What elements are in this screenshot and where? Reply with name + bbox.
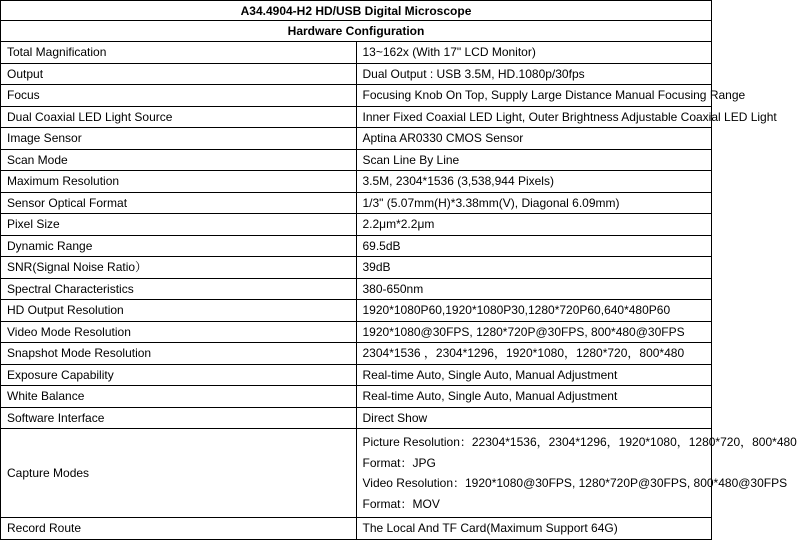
spec-row-scan-mode <box>1 149 712 171</box>
spec-row-white-balance <box>1 386 712 408</box>
spec-row-image-sensor <box>1 128 712 150</box>
spec-value: 3.5M, 2304*1536 (3,538,944 Pixels) <box>356 171 712 193</box>
spec-value: Focusing Knob On Top, Supply Large Distance Manual Focusing Range <box>356 85 712 107</box>
spec-row-snapshot-mode-resolution <box>1 343 712 365</box>
spec-row-focus <box>1 85 712 107</box>
spec-value: 1/3" (5.07mm(H)*3.38mm(V), Diagonal 6.09mm) <box>356 192 712 214</box>
spec-row-maximum-resolution <box>1 171 712 193</box>
spec-row-hd-output-resolution <box>1 300 712 322</box>
spec-value <box>356 429 797 518</box>
spec-label: Total Magnification <box>1 42 357 64</box>
spec-row-exposure-capability <box>1 364 712 386</box>
document-title: A34.4904-H2 HD/USB Digital Microscope <box>1 1 712 21</box>
spec-row-video-mode-resolution <box>1 321 712 343</box>
spec-label: Record Route <box>1 518 357 540</box>
section-header: Hardware Configuration <box>1 21 712 42</box>
spec-value: The Local And TF Card(Maximum Support 64G) <box>356 518 712 540</box>
spec-row-record-route <box>1 518 712 540</box>
spec-label: Image Sensor <box>1 128 357 150</box>
spec-value: 380-650nm <box>356 278 712 300</box>
spec-value: Real-time Auto, Single Auto, Manual Adjustment <box>356 386 712 408</box>
spec-label: Pixel Size <box>1 214 357 236</box>
title-row <box>1 1 712 21</box>
spec-value: 69.5dB <box>356 235 712 257</box>
spec-value: 1920*1080@30FPS, 1280*720P@30FPS, 800*480@30FPS <box>356 321 712 343</box>
spec-row-capture-modes <box>1 429 712 518</box>
spec-label: Output <box>1 63 357 85</box>
spec-row-dual-coaxial-led-light-source <box>1 106 712 128</box>
spec-label: Video Mode Resolution <box>1 321 357 343</box>
spec-row-dynamic-range <box>1 235 712 257</box>
spec-label: Software Interface <box>1 407 357 429</box>
capture-mode-line: Video Resolution：1920*1080@30FPS, 1280*720P@30FPS, 800*480@30FPS <box>362 476 788 490</box>
spec-value: 13~162x (With 17" LCD Monitor) <box>356 42 712 64</box>
spec-value: 2304*1536 ，2304*1296，1920*1080，1280*720，800*480 <box>356 343 712 365</box>
capture-mode-line: Picture Resolution：22304*1536，2304*1296，1920*1080，1280*720，800*480 <box>362 435 797 449</box>
spec-row-total-magnification <box>1 42 712 64</box>
spec-label: Capture Modes <box>1 429 357 518</box>
spec-row-software-interface <box>1 407 712 429</box>
spec-label: Dynamic Range <box>1 235 357 257</box>
spec-label: SNR(Signal Noise Ratio） <box>1 257 357 279</box>
spec-value: Inner Fixed Coaxial LED Light, Outer Brightness Adjustable Coaxial LED Light <box>356 106 712 128</box>
capture-mode-line: Format：JPG <box>362 455 436 470</box>
spec-label: Exposure Capability <box>1 364 357 386</box>
spec-label: Maximum Resolution <box>1 171 357 193</box>
spec-label: Spectral Characteristics <box>1 278 357 300</box>
spec-label: Sensor Optical Format <box>1 192 357 214</box>
spec-label: Focus <box>1 85 357 107</box>
capture-mode-line: Format：MOV <box>362 496 440 511</box>
spec-label: Scan Mode <box>1 149 357 171</box>
spec-value: Dual Output : USB 3.5M, HD.1080p/30fps <box>356 63 712 85</box>
spec-row-sensor-optical-format <box>1 192 712 214</box>
spec-value: Scan Line By Line <box>356 149 712 171</box>
spec-row-snr-signal-noise-ratio <box>1 257 712 279</box>
spec-row-spectral-characteristics <box>1 278 712 300</box>
spec-value: 2.2μm*2.2μm <box>356 214 712 236</box>
spec-label: Dual Coaxial LED Light Source <box>1 106 357 128</box>
spec-row-pixel-size <box>1 214 712 236</box>
spec-row-output <box>1 63 712 85</box>
spec-label: HD Output Resolution <box>1 300 357 322</box>
spec-value: 1920*1080P60,1920*1080P30,1280*720P60,640*480P60 <box>356 300 712 322</box>
spec-value: Real-time Auto, Single Auto, Manual Adjustment <box>356 364 712 386</box>
spec-label: White Balance <box>1 386 357 408</box>
spec-value: 39dB <box>356 257 712 279</box>
spec-table-body <box>1 1 797 540</box>
spec-value: Direct Show <box>356 407 712 429</box>
spec-value: Aptina AR0330 CMOS Sensor <box>356 128 712 150</box>
spec-label: Snapshot Mode Resolution <box>1 343 357 365</box>
section-header-row <box>1 21 712 42</box>
